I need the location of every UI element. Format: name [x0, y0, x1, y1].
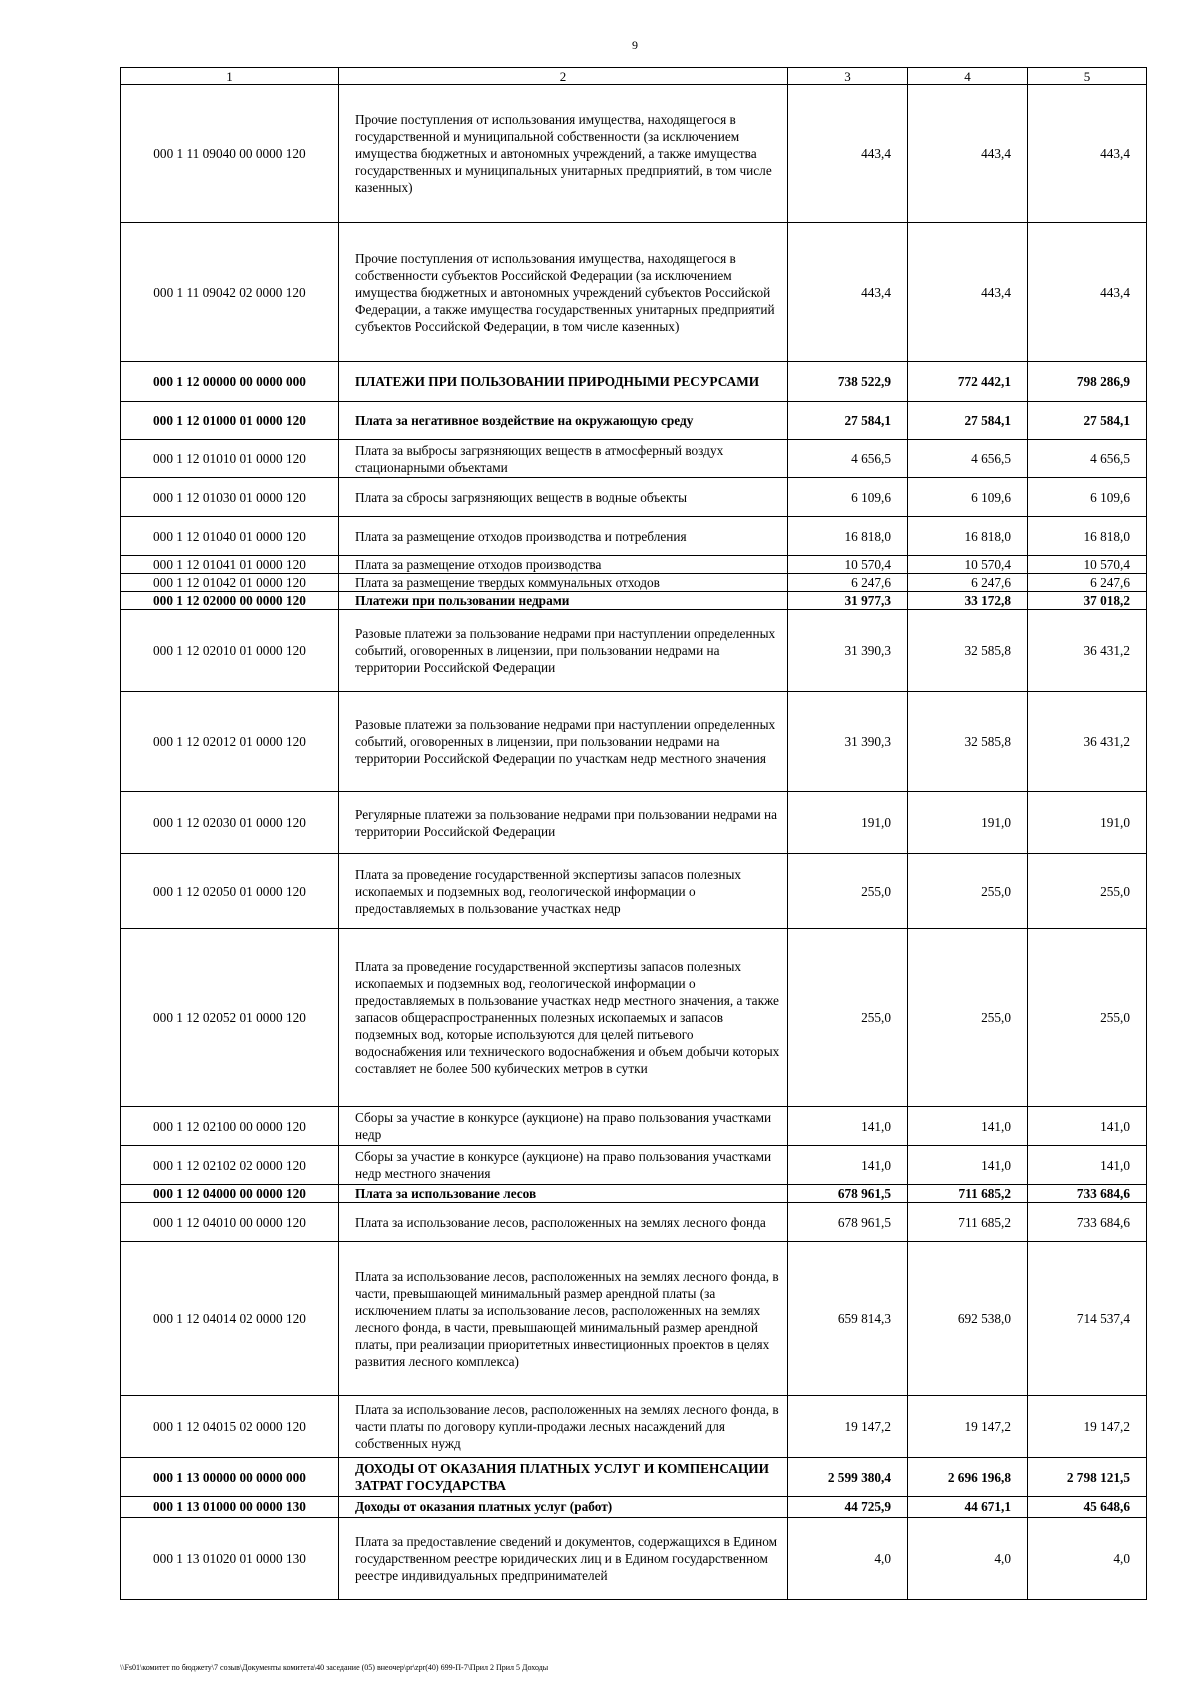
revenue-table — [120, 67, 1147, 1600]
item-name-cell: Платежи при пользовании недрами — [339, 592, 788, 610]
table-body — [121, 68, 1147, 1600]
value-col5-cell: 2 798 121,5 — [1028, 1458, 1147, 1497]
value-col4-cell: 443,4 — [908, 223, 1028, 362]
value-col4-cell: 141,0 — [908, 1107, 1028, 1146]
budget-code-cell: 000 1 12 02100 00 0000 120 — [121, 1107, 339, 1146]
value-col5-cell: 10 570,4 — [1028, 556, 1147, 574]
item-name-cell: ДОХОДЫ ОТ ОКАЗАНИЯ ПЛАТНЫХ УСЛУГ И КОМПЕНСАЦИИ ЗАТРАТ ГОСУДАРСТВА — [339, 1458, 788, 1497]
table-row — [121, 362, 1147, 402]
value-col5-cell: 443,4 — [1028, 223, 1147, 362]
value-col3-cell: 141,0 — [788, 1146, 908, 1185]
value-col3-cell: 4 656,5 — [788, 440, 908, 478]
value-col4-cell: 141,0 — [908, 1146, 1028, 1185]
value-col5-cell: 6 109,6 — [1028, 478, 1147, 517]
value-col4-cell: 4 656,5 — [908, 440, 1028, 478]
budget-code-cell: 000 1 13 01020 01 0000 130 — [121, 1518, 339, 1600]
budget-code-cell: 000 1 12 01040 01 0000 120 — [121, 517, 339, 556]
value-col3-cell: 44 725,9 — [788, 1497, 908, 1518]
budget-code-cell: 000 1 12 01010 01 0000 120 — [121, 440, 339, 478]
budget-code-cell: 000 1 12 02012 01 0000 120 — [121, 692, 339, 792]
table-row — [121, 574, 1147, 592]
value-col3-cell: 255,0 — [788, 854, 908, 929]
value-col5-cell: 443,4 — [1028, 85, 1147, 223]
value-col4-cell: 443,4 — [908, 85, 1028, 223]
budget-code-cell: 000 1 13 00000 00 0000 000 — [121, 1458, 339, 1497]
budget-code-cell: 000 1 12 02030 01 0000 120 — [121, 792, 339, 854]
value-col3-cell: 443,4 — [788, 223, 908, 362]
value-col5-cell: 191,0 — [1028, 792, 1147, 854]
item-name-cell: Плата за сбросы загрязняющих веществ в водные объекты — [339, 478, 788, 517]
value-col4-cell: 4,0 — [908, 1518, 1028, 1600]
value-col3-cell: 27 584,1 — [788, 402, 908, 440]
table-row — [121, 1242, 1147, 1396]
value-col3-cell: 2 599 380,4 — [788, 1458, 908, 1497]
budget-code-cell: 000 1 11 09042 02 0000 120 — [121, 223, 339, 362]
value-col4-cell: 711 685,2 — [908, 1203, 1028, 1242]
value-col4-cell: 692 538,0 — [908, 1242, 1028, 1396]
table-row — [121, 1185, 1147, 1203]
budget-code-cell: 000 1 12 01041 01 0000 120 — [121, 556, 339, 574]
item-name-cell: Плата за размещение отходов производства — [339, 556, 788, 574]
value-col4-cell: 772 442,1 — [908, 362, 1028, 402]
table-row — [121, 1146, 1147, 1185]
item-name-cell: Сборы за участие в конкурсе (аукционе) на право пользования участками недр местного значения — [339, 1146, 788, 1185]
budget-code-cell: 000 1 12 02000 00 0000 120 — [121, 592, 339, 610]
value-col5-cell: 255,0 — [1028, 929, 1147, 1107]
budget-code-cell: 000 1 12 04015 02 0000 120 — [121, 1396, 339, 1458]
column-header-5: 5 — [1028, 68, 1147, 85]
value-col5-cell: 36 431,2 — [1028, 610, 1147, 692]
column-header-4: 4 — [908, 68, 1028, 85]
budget-code-cell: 000 1 12 00000 00 0000 000 — [121, 362, 339, 402]
budget-code-cell: 000 1 13 01000 00 0000 130 — [121, 1497, 339, 1518]
item-name-cell: Плата за использование лесов — [339, 1185, 788, 1203]
table-row — [121, 440, 1147, 478]
column-header-1: 1 — [121, 68, 339, 85]
value-col3-cell: 191,0 — [788, 792, 908, 854]
budget-code-cell: 000 1 12 01042 01 0000 120 — [121, 574, 339, 592]
value-col3-cell: 6 109,6 — [788, 478, 908, 517]
value-col4-cell: 32 585,8 — [908, 610, 1028, 692]
budget-code-cell: 000 1 12 02102 02 0000 120 — [121, 1146, 339, 1185]
value-col4-cell: 44 671,1 — [908, 1497, 1028, 1518]
value-col4-cell: 16 818,0 — [908, 517, 1028, 556]
item-name-cell: Регулярные платежи за пользование недрами при пользовании недрами на территории Российской Федерации — [339, 792, 788, 854]
item-name-cell: Доходы от оказания платных услуг (работ) — [339, 1497, 788, 1518]
value-col5-cell: 141,0 — [1028, 1107, 1147, 1146]
value-col4-cell: 191,0 — [908, 792, 1028, 854]
value-col4-cell: 255,0 — [908, 929, 1028, 1107]
file-path-footer: \\Fs01\комитет по бюджету\7 созыв\Документы комитета\40 заседание (05) внеочер\pr\zpr(40) 699-П-7\Прил 2 Прил 5 Доходы — [120, 1663, 549, 1672]
item-name-cell: Плата за предоставление сведений и документов, содержащихся в Едином государственном реестре юридических лиц и в Едином государственном реестре индивидуальных предпринимателей — [339, 1518, 788, 1600]
value-col3-cell: 678 961,5 — [788, 1203, 908, 1242]
table-row — [121, 1396, 1147, 1458]
value-col5-cell: 733 684,6 — [1028, 1203, 1147, 1242]
value-col5-cell: 4,0 — [1028, 1518, 1147, 1600]
budget-code-cell: 000 1 12 02052 01 0000 120 — [121, 929, 339, 1107]
value-col3-cell: 255,0 — [788, 929, 908, 1107]
value-col3-cell: 31 390,3 — [788, 692, 908, 792]
table-row — [121, 692, 1147, 792]
item-name-cell: Плата за проведение государственной экспертизы запасов полезных ископаемых и подземных вод, геологической информации о предоставляемых в пользование участках недр местного значения, а также запасов общераспространенных полезных ископаемых и запасов подземных вод, которые используются для целей питьевого водоснабжения или технического водоснабжения и объем добычи которых составляет не более 500 кубических метров в сутки — [339, 929, 788, 1107]
item-name-cell: Плата за использование лесов, расположенных на землях лесного фонда — [339, 1203, 788, 1242]
value-col3-cell: 19 147,2 — [788, 1396, 908, 1458]
table-row — [121, 517, 1147, 556]
table-row — [121, 1458, 1147, 1497]
table-row — [121, 929, 1147, 1107]
column-header-3: 3 — [788, 68, 908, 85]
table-row — [121, 854, 1147, 929]
value-col3-cell: 678 961,5 — [788, 1185, 908, 1203]
table-row — [121, 223, 1147, 362]
value-col3-cell: 16 818,0 — [788, 517, 908, 556]
budget-code-cell: 000 1 12 04010 00 0000 120 — [121, 1203, 339, 1242]
value-col5-cell: 45 648,6 — [1028, 1497, 1147, 1518]
value-col3-cell: 4,0 — [788, 1518, 908, 1600]
value-col5-cell: 36 431,2 — [1028, 692, 1147, 792]
value-col4-cell: 32 585,8 — [908, 692, 1028, 792]
table-row — [121, 85, 1147, 223]
budget-code-cell: 000 1 12 02010 01 0000 120 — [121, 610, 339, 692]
value-col5-cell: 714 537,4 — [1028, 1242, 1147, 1396]
value-col3-cell: 6 247,6 — [788, 574, 908, 592]
budget-code-cell: 000 1 12 01000 01 0000 120 — [121, 402, 339, 440]
value-col5-cell: 255,0 — [1028, 854, 1147, 929]
page-number: 9 — [632, 38, 638, 52]
table-row — [121, 1203, 1147, 1242]
value-col5-cell: 141,0 — [1028, 1146, 1147, 1185]
table-row — [121, 1497, 1147, 1518]
table-row — [121, 1107, 1147, 1146]
item-name-cell: Плата за проведение государственной экспертизы запасов полезных ископаемых и подземных вод, геологической информации о предоставляемых в пользование участках недр — [339, 854, 788, 929]
value-col4-cell: 6 247,6 — [908, 574, 1028, 592]
budget-code-cell: 000 1 12 02050 01 0000 120 — [121, 854, 339, 929]
value-col5-cell: 19 147,2 — [1028, 1396, 1147, 1458]
table-row — [121, 592, 1147, 610]
value-col4-cell: 10 570,4 — [908, 556, 1028, 574]
item-name-cell: Плата за выбросы загрязняющих веществ в атмосферный воздух стационарными объектами — [339, 440, 788, 478]
table-row — [121, 402, 1147, 440]
item-name-cell: Плата за использование лесов, расположенных на землях лесного фонда, в части платы по договору купли-продажи лесных насаждений для собственных нужд — [339, 1396, 788, 1458]
item-name-cell: Разовые платежи за пользование недрами при наступлении определенных событий, оговоренных в лицензии, при пользовании недрами на территории Российской Федерации — [339, 610, 788, 692]
column-number-row — [121, 68, 1147, 85]
value-col3-cell: 738 522,9 — [788, 362, 908, 402]
value-col4-cell: 255,0 — [908, 854, 1028, 929]
table-row — [121, 556, 1147, 574]
table-row — [121, 1518, 1147, 1600]
item-name-cell: Разовые платежи за пользование недрами при наступлении определенных событий, оговоренных в лицензии, при пользовании недрами на территории Российской Федерации по участкам недр местного значения — [339, 692, 788, 792]
table-row — [121, 792, 1147, 854]
value-col3-cell: 659 814,3 — [788, 1242, 908, 1396]
budget-code-cell: 000 1 11 09040 00 0000 120 — [121, 85, 339, 223]
value-col3-cell: 31 390,3 — [788, 610, 908, 692]
value-col5-cell: 6 247,6 — [1028, 574, 1147, 592]
value-col5-cell: 733 684,6 — [1028, 1185, 1147, 1203]
value-col4-cell: 33 172,8 — [908, 592, 1028, 610]
table-row — [121, 610, 1147, 692]
item-name-cell: Прочие поступления от использования имущества, находящегося в государственной и муниципальной собственности (за исключением имущества бюджетных и автономных учреждений, а также имущества государственных и муниципальных унитарных предприятий, в том числе казенных) — [339, 85, 788, 223]
item-name-cell: Плата за негативное воздействие на окружающую среду — [339, 402, 788, 440]
item-name-cell: ПЛАТЕЖИ ПРИ ПОЛЬЗОВАНИИ ПРИРОДНЫМИ РЕСУРСАМИ — [339, 362, 788, 402]
value-col5-cell: 16 818,0 — [1028, 517, 1147, 556]
budget-code-cell: 000 1 12 04014 02 0000 120 — [121, 1242, 339, 1396]
item-name-cell: Плата за размещение отходов производства и потребления — [339, 517, 788, 556]
item-name-cell: Сборы за участие в конкурсе (аукционе) на право пользования участками недр — [339, 1107, 788, 1146]
value-col3-cell: 443,4 — [788, 85, 908, 223]
item-name-cell: Плата за использование лесов, расположенных на землях лесного фонда, в части, превышающей минимальный размер арендной платы (за исключением платы за использование лесов, расположенных на землях лесного фонда, в части, превышающей минимальный размер арендной платы, при реализации приоритетных инвестиционных проектов в целях развития лесного комплекса) — [339, 1242, 788, 1396]
value-col4-cell: 711 685,2 — [908, 1185, 1028, 1203]
table-row — [121, 478, 1147, 517]
value-col4-cell: 19 147,2 — [908, 1396, 1028, 1458]
value-col5-cell: 798 286,9 — [1028, 362, 1147, 402]
value-col4-cell: 2 696 196,8 — [908, 1458, 1028, 1497]
budget-code-cell: 000 1 12 04000 00 0000 120 — [121, 1185, 339, 1203]
value-col5-cell: 4 656,5 — [1028, 440, 1147, 478]
item-name-cell: Плата за размещение твердых коммунальных отходов — [339, 574, 788, 592]
value-col4-cell: 6 109,6 — [908, 478, 1028, 517]
value-col3-cell: 31 977,3 — [788, 592, 908, 610]
value-col3-cell: 10 570,4 — [788, 556, 908, 574]
value-col5-cell: 27 584,1 — [1028, 402, 1147, 440]
value-col5-cell: 37 018,2 — [1028, 592, 1147, 610]
value-col3-cell: 141,0 — [788, 1107, 908, 1146]
item-name-cell: Прочие поступления от использования имущества, находящегося в собственности субъектов Российской Федерации (за исключением имущества бюджетных и автономных учреждений субъектов Российской Федерации, а также имущества государственных унитарных предприятий субъектов Российской Федерации, в том числе казенных) — [339, 223, 788, 362]
budget-code-cell: 000 1 12 01030 01 0000 120 — [121, 478, 339, 517]
value-col4-cell: 27 584,1 — [908, 402, 1028, 440]
column-header-2: 2 — [339, 68, 788, 85]
